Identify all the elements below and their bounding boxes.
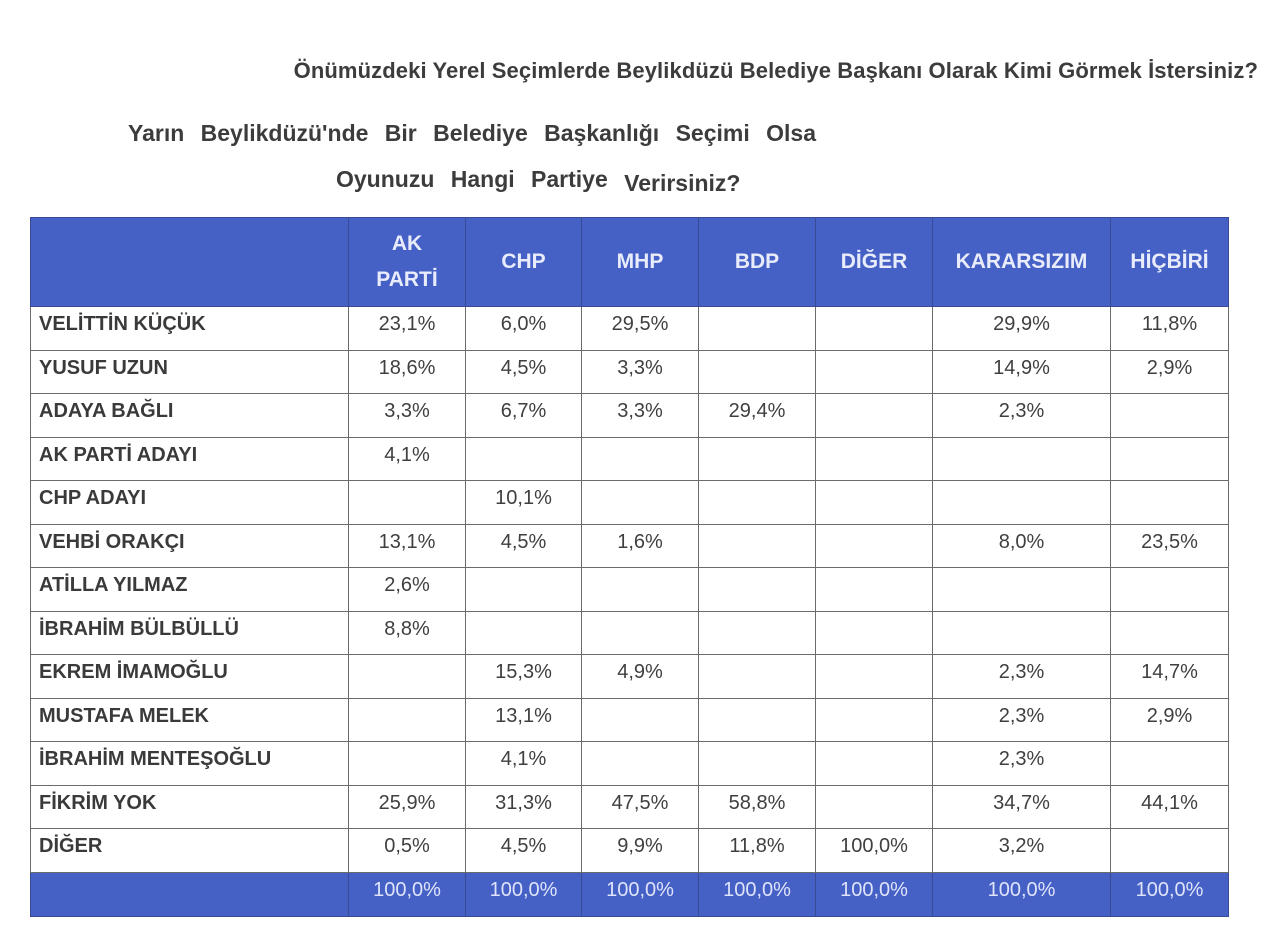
subtitle-line-2-main: Oyunuzu Hangi Partiye xyxy=(336,166,608,192)
document-title: Önümüzdeki Yerel Seçimlerde Beylikdüzü Belediye Başkanı Olarak Kimi Görmek İstersiniz? xyxy=(293,58,1258,83)
value-cell xyxy=(699,742,816,786)
value-cell xyxy=(349,655,466,699)
value-cell xyxy=(1111,437,1229,481)
table-row xyxy=(31,350,1229,394)
value-cell xyxy=(582,437,699,481)
table-row xyxy=(31,611,1229,655)
value-cell xyxy=(1111,394,1229,438)
candidate-name: İBRAHİM BÜLBÜLLÜ xyxy=(31,611,349,655)
candidate-name: VEHBİ ORAKÇI xyxy=(31,524,349,568)
candidate-name: ATİLLA YILMAZ xyxy=(31,568,349,612)
value-cell xyxy=(816,568,933,612)
subtitle-line-2 xyxy=(336,166,741,196)
value-cell: 10,1% xyxy=(466,481,582,525)
value-cell: 14,7% xyxy=(1111,655,1229,699)
value-cell xyxy=(816,437,933,481)
header-ak-parti xyxy=(349,218,466,307)
value-cell: 6,0% xyxy=(466,307,582,351)
value-cell xyxy=(933,568,1111,612)
value-cell: 13,1% xyxy=(349,524,466,568)
value-cell xyxy=(816,785,933,829)
value-cell: 34,7% xyxy=(933,785,1111,829)
table-row xyxy=(31,698,1229,742)
value-cell: 3,2% xyxy=(933,829,1111,873)
table-row xyxy=(31,524,1229,568)
value-cell: 23,5% xyxy=(1111,524,1229,568)
value-cell xyxy=(349,481,466,525)
total-cell: 100,0% xyxy=(933,872,1111,916)
value-cell: 47,5% xyxy=(582,785,699,829)
value-cell xyxy=(699,611,816,655)
value-cell: 31,3% xyxy=(466,785,582,829)
value-cell: 44,1% xyxy=(1111,785,1229,829)
value-cell xyxy=(816,307,933,351)
value-cell xyxy=(1111,829,1229,873)
value-cell xyxy=(699,524,816,568)
header-diger: DİĞER xyxy=(816,218,933,307)
candidate-name: DİĞER xyxy=(31,829,349,873)
value-cell: 9,9% xyxy=(582,829,699,873)
table-row xyxy=(31,307,1229,351)
value-cell: 29,5% xyxy=(582,307,699,351)
value-cell: 1,6% xyxy=(582,524,699,568)
value-cell xyxy=(1111,611,1229,655)
value-cell: 4,1% xyxy=(349,437,466,481)
candidate-name: EKREM İMAMOĞLU xyxy=(31,655,349,699)
header-kararsizim: KARARSIZIM xyxy=(933,218,1111,307)
header-bdp: BDP xyxy=(699,218,816,307)
value-cell xyxy=(582,611,699,655)
table-row xyxy=(31,785,1229,829)
value-cell xyxy=(699,698,816,742)
value-cell: 15,3% xyxy=(466,655,582,699)
value-cell xyxy=(816,611,933,655)
value-cell xyxy=(816,481,933,525)
totals-row xyxy=(31,872,1229,916)
value-cell xyxy=(699,350,816,394)
value-cell xyxy=(582,568,699,612)
value-cell: 29,4% xyxy=(699,394,816,438)
total-cell: 100,0% xyxy=(582,872,699,916)
value-cell: 4,5% xyxy=(466,829,582,873)
table-row xyxy=(31,437,1229,481)
value-cell: 2,9% xyxy=(1111,698,1229,742)
value-cell: 0,5% xyxy=(349,829,466,873)
total-cell: 100,0% xyxy=(349,872,466,916)
value-cell: 11,8% xyxy=(699,829,816,873)
value-cell: 14,9% xyxy=(933,350,1111,394)
total-cell: 100,0% xyxy=(699,872,816,916)
total-cell: 100,0% xyxy=(816,872,933,916)
value-cell xyxy=(699,437,816,481)
value-cell: 18,6% xyxy=(349,350,466,394)
value-cell xyxy=(466,437,582,481)
value-cell: 23,1% xyxy=(349,307,466,351)
candidate-name: FİKRİM YOK xyxy=(31,785,349,829)
value-cell: 6,7% xyxy=(466,394,582,438)
table-row xyxy=(31,394,1229,438)
header-hicbiri: HİÇBİRİ xyxy=(1111,218,1229,307)
value-cell: 58,8% xyxy=(699,785,816,829)
value-cell xyxy=(816,655,933,699)
value-cell: 3,3% xyxy=(582,394,699,438)
value-cell: 3,3% xyxy=(349,394,466,438)
value-cell: 8,8% xyxy=(349,611,466,655)
value-cell xyxy=(699,307,816,351)
value-cell xyxy=(1111,568,1229,612)
value-cell xyxy=(816,350,933,394)
candidate-name: İBRAHİM MENTEŞOĞLU xyxy=(31,742,349,786)
value-cell: 2,3% xyxy=(933,394,1111,438)
value-cell xyxy=(699,481,816,525)
value-cell xyxy=(816,742,933,786)
value-cell: 4,5% xyxy=(466,524,582,568)
header-candidate xyxy=(31,218,349,307)
value-cell xyxy=(933,437,1111,481)
header-chp: CHP xyxy=(466,218,582,307)
value-cell: 2,3% xyxy=(933,698,1111,742)
value-cell: 4,5% xyxy=(466,350,582,394)
value-cell xyxy=(933,611,1111,655)
value-cell: 3,3% xyxy=(582,350,699,394)
totals-label xyxy=(31,872,349,916)
table-row xyxy=(31,655,1229,699)
value-cell: 2,3% xyxy=(933,655,1111,699)
value-cell xyxy=(582,481,699,525)
table-row xyxy=(31,742,1229,786)
value-cell xyxy=(699,568,816,612)
candidate-name: MUSTAFA MELEK xyxy=(31,698,349,742)
candidate-name: CHP ADAYI xyxy=(31,481,349,525)
value-cell: 100,0% xyxy=(816,829,933,873)
value-cell xyxy=(816,394,933,438)
value-cell xyxy=(466,568,582,612)
poll-results-table xyxy=(30,217,1229,917)
value-cell xyxy=(349,698,466,742)
value-cell xyxy=(1111,742,1229,786)
candidate-name: ADAYA BAĞLI xyxy=(31,394,349,438)
value-cell: 4,9% xyxy=(582,655,699,699)
value-cell: 11,8% xyxy=(1111,307,1229,351)
value-cell xyxy=(699,655,816,699)
candidate-name: AK PARTİ ADAYI xyxy=(31,437,349,481)
total-cell: 100,0% xyxy=(466,872,582,916)
value-cell: 2,3% xyxy=(933,742,1111,786)
value-cell xyxy=(816,524,933,568)
value-cell xyxy=(1111,481,1229,525)
candidate-name: VELİTTİN KÜÇÜK xyxy=(31,307,349,351)
candidate-name: YUSUF UZUN xyxy=(31,350,349,394)
table-row xyxy=(31,829,1229,873)
value-cell xyxy=(816,698,933,742)
header-ak-parti-line1: AK xyxy=(391,232,423,255)
value-cell xyxy=(466,611,582,655)
value-cell xyxy=(582,742,699,786)
total-cell: 100,0% xyxy=(1111,872,1229,916)
value-cell: 4,1% xyxy=(466,742,582,786)
value-cell xyxy=(349,742,466,786)
value-cell: 29,9% xyxy=(933,307,1111,351)
value-cell: 13,1% xyxy=(466,698,582,742)
table-row xyxy=(31,481,1229,525)
value-cell: 8,0% xyxy=(933,524,1111,568)
value-cell: 2,6% xyxy=(349,568,466,612)
header-ak-parti-line2: PARTİ xyxy=(376,268,438,291)
table-row xyxy=(31,568,1229,612)
value-cell xyxy=(933,481,1111,525)
subtitle-line-2-last: Verirsiniz? xyxy=(624,170,741,196)
value-cell: 2,9% xyxy=(1111,350,1229,394)
value-cell: 25,9% xyxy=(349,785,466,829)
value-cell xyxy=(582,698,699,742)
header-mhp: MHP xyxy=(582,218,699,307)
subtitle-line-1: Yarın Beylikdüzü'nde Bir Belediye Başkanlığı Seçimi Olsa xyxy=(128,120,816,146)
table-header-row xyxy=(31,218,1229,307)
